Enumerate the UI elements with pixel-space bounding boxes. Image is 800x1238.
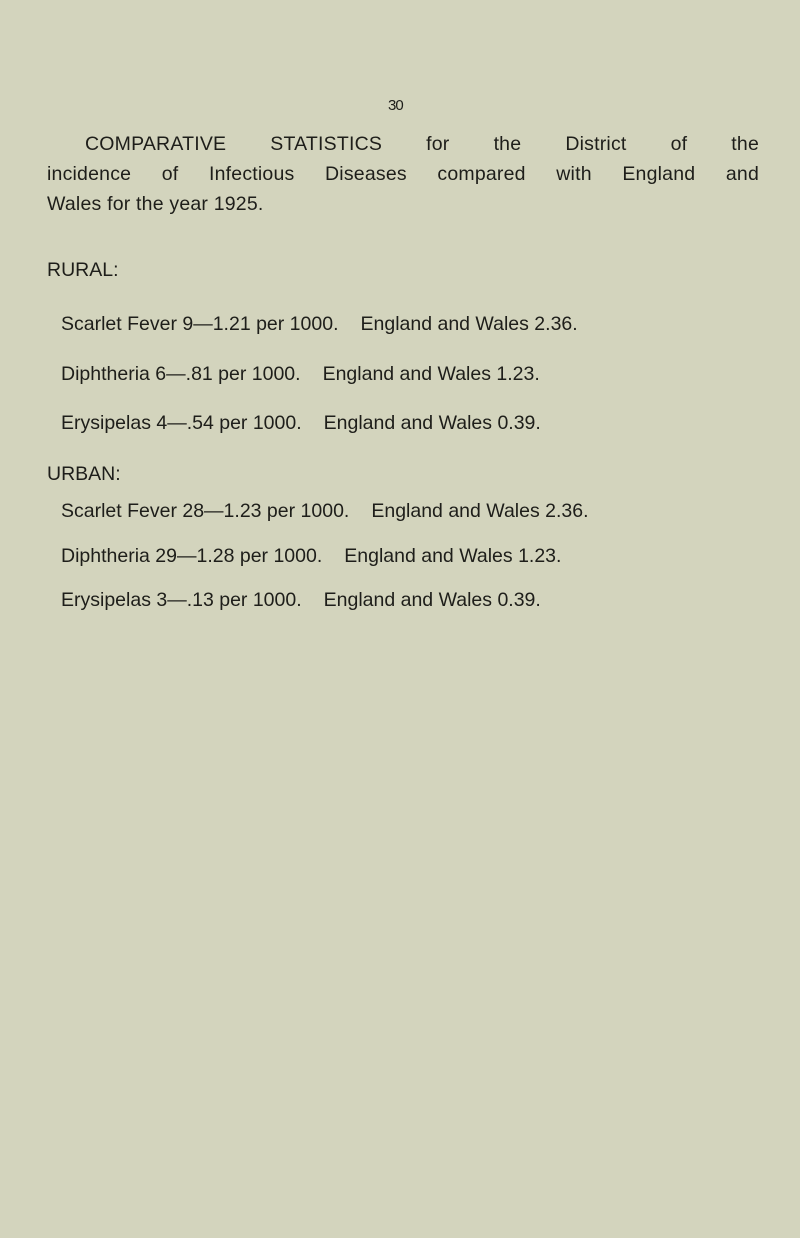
urban-row-erysipelas (61, 589, 541, 612)
local-rate: Scarlet Fever 28—1.23 per 1000. (61, 500, 350, 522)
local-rate: Erysipelas 3—.13 per 1000. (61, 589, 302, 611)
heading-line-2: incidence of Infectious Diseases compared with England and (47, 163, 759, 185)
document-heading (47, 129, 759, 219)
heading-line-1: COMPARATIVE STATISTICS for the District of the (85, 133, 759, 155)
national-rate: England and Wales 2.36. (360, 313, 578, 335)
local-rate: Scarlet Fever 9—1.21 per 1000. (61, 313, 339, 335)
national-rate: England and Wales 0.39. (323, 412, 541, 434)
national-rate: England and Wales 2.36. (371, 500, 589, 522)
page-number: 30 (388, 97, 403, 114)
rural-row-scarlet-fever (61, 313, 578, 336)
rural-row-diphtheria (61, 363, 540, 386)
rural-section-label: RURAL: (47, 259, 119, 281)
urban-row-diphtheria (61, 545, 561, 568)
urban-section-label: URBAN: (47, 463, 121, 485)
national-rate: England and Wales 1.23. (322, 363, 540, 385)
national-rate: England and Wales 1.23. (344, 545, 562, 567)
local-rate: Diphtheria 6—.81 per 1000. (61, 363, 301, 385)
local-rate: Erysipelas 4—.54 per 1000. (61, 412, 302, 434)
rural-row-erysipelas (61, 412, 541, 435)
local-rate: Diphtheria 29—1.28 per 1000. (61, 545, 323, 567)
heading-line-3: Wales for the year 1925. (47, 193, 264, 215)
urban-row-scarlet-fever (61, 500, 589, 523)
national-rate: England and Wales 0.39. (323, 589, 541, 611)
